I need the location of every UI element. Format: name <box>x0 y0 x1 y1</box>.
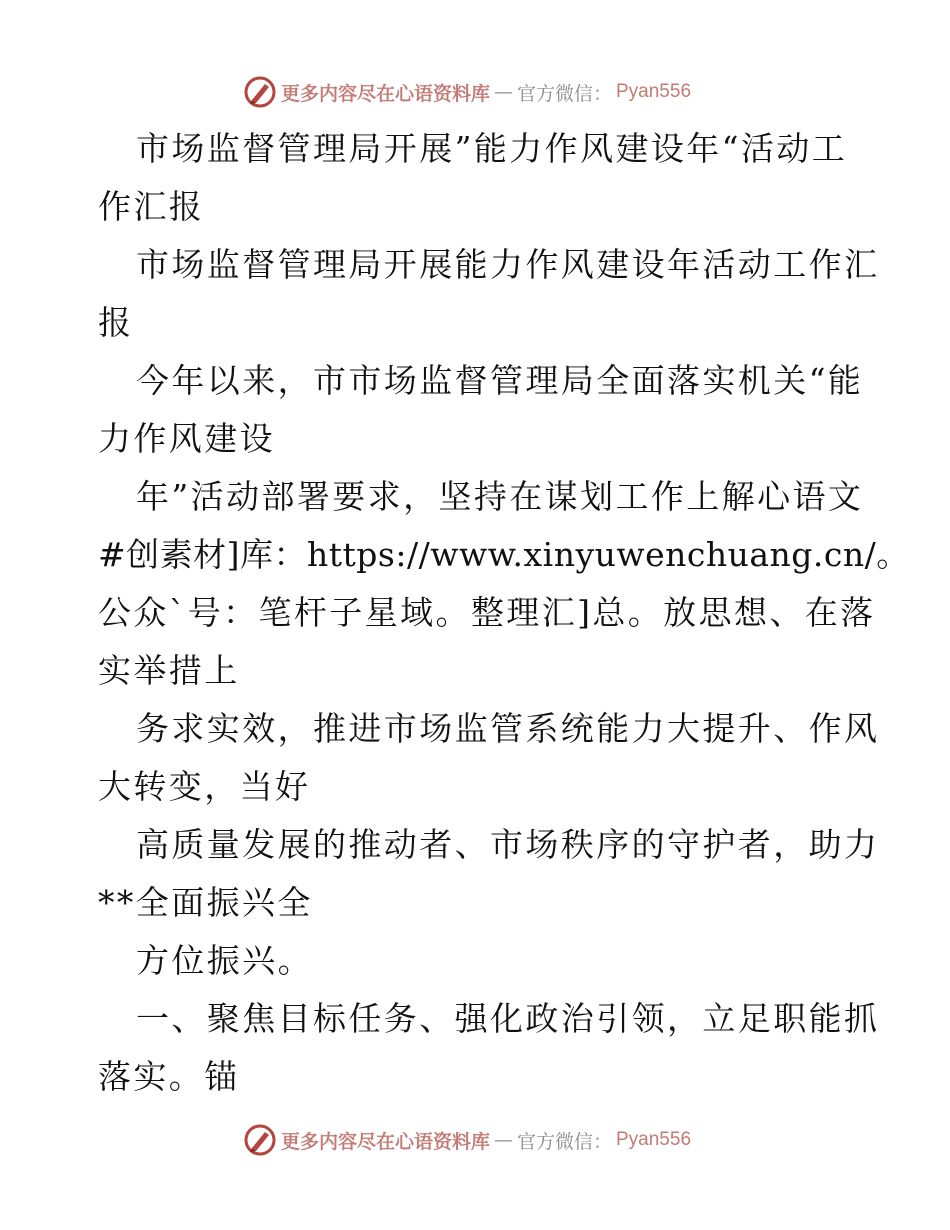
text-line: 务求实效，推进市场监管系统能力大提升、作风 <box>136 709 880 748</box>
text-line: 一、聚焦目标任务、强化政治引领，立足职能抓 <box>136 999 880 1038</box>
text-line: 今年以来，市市场监督管理局全面落实机关“能 <box>136 361 864 400</box>
text-line: 实举措上 <box>98 651 240 690</box>
header-banner <box>0 72 950 112</box>
footer-banner-inner <box>243 1123 691 1157</box>
text-line: 方位振兴。 <box>136 941 313 980</box>
text-line: 报 <box>98 303 134 342</box>
footer-banner <box>0 1120 950 1160</box>
text-line: 高质量发展的推动者、市场秩序的守护者，助力 <box>136 825 880 864</box>
text-line: 力作风建设 <box>98 419 275 458</box>
text-line: **全面振兴全 <box>98 883 313 922</box>
banner-dash: — <box>493 1129 513 1151</box>
banner-dash: — <box>493 81 513 103</box>
banner-title: 更多内容尽在心语资料库 <box>280 1130 490 1153</box>
header-banner-inner <box>243 75 691 109</box>
text-line: 落实。锚 <box>98 1057 240 1096</box>
banner-contact-id: Pyan556 <box>616 81 692 102</box>
banner-title: 更多内容尽在心语资料库 <box>280 82 490 105</box>
pen-logo-icon <box>243 75 277 109</box>
document-body <box>98 120 910 1106</box>
text-line: 作汇报 <box>98 187 205 226</box>
text-line: 市场监督管理局开展”能力作风建设年“活动工 <box>136 129 848 168</box>
text-line: 公众`号：笔杆子星域。整理汇]总。放思想、在落 <box>98 593 876 632</box>
banner-contact-id: Pyan556 <box>616 1129 692 1150</box>
banner-contact-label: 官方微信： <box>516 82 612 105</box>
text-line: 年”活动部署要求，坚持在谋划工作上解心语文 <box>136 477 864 516</box>
text-line: 市场监督管理局开展能力作风建设年活动工作汇 <box>136 245 880 284</box>
text-line: #创素材]库：https://www.xinyuwenchuang.cn/。 <box>98 535 910 574</box>
pen-logo-icon <box>243 1123 277 1157</box>
banner-contact-label: 官方微信： <box>516 1130 612 1153</box>
text-line: 大转变，当好 <box>98 767 311 806</box>
